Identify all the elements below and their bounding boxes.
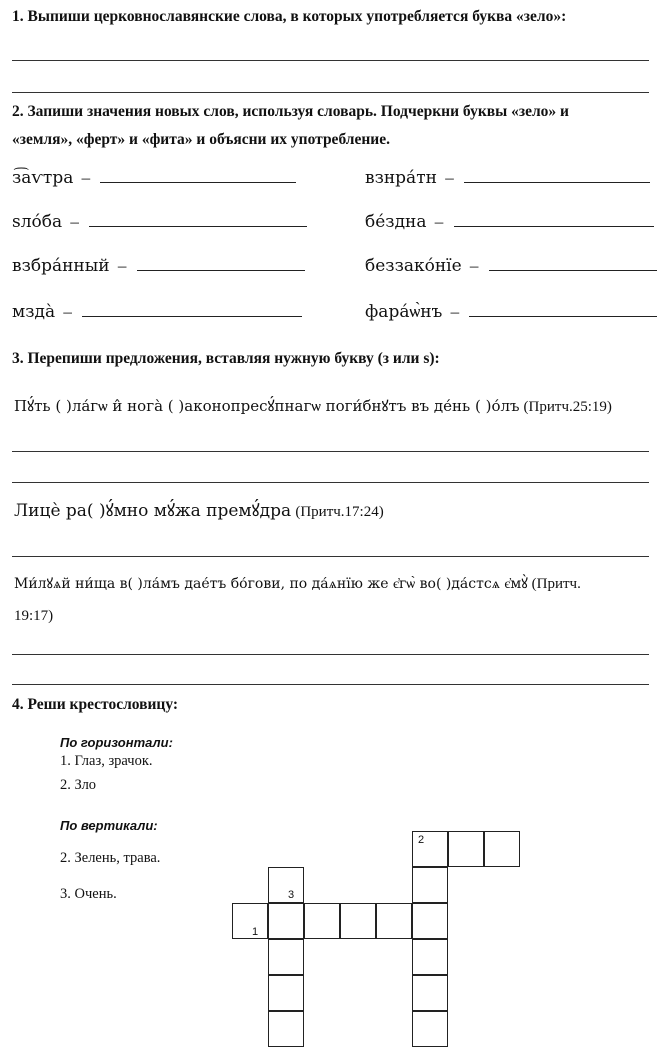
scripture-reference-continued: 19:17)	[14, 608, 54, 624]
slavonic-word: взбра́нный	[12, 256, 110, 276]
word-row	[12, 168, 296, 188]
dash: –	[450, 302, 460, 321]
sentence-text: Пꙋ́ть ( )ла́гѡ и̂ нога̀ ( )аконопресꙋ́пнагѡ поги́бнꙋтъ въ де́нь ( )о́лъ	[14, 397, 520, 415]
word-row	[365, 256, 657, 276]
answer-line[interactable]	[12, 451, 649, 452]
dash: –	[81, 168, 91, 187]
answer-blank[interactable]	[464, 181, 650, 183]
crossword-cell[interactable]	[484, 831, 520, 867]
task2-heading-line2: «земля», «ферт» и «фита» и объясни их употребление.	[12, 131, 390, 148]
answer-blank[interactable]	[454, 225, 654, 227]
dash: –	[469, 256, 479, 275]
word-row	[12, 256, 305, 276]
answer-line[interactable]	[12, 482, 649, 483]
answer-blank[interactable]	[489, 269, 657, 271]
slavonic-word: з͡аѵтра	[12, 168, 74, 188]
scripture-reference: (Притч.	[531, 576, 581, 592]
dash: –	[445, 168, 454, 187]
cell-number: 2	[418, 834, 425, 846]
answer-blank[interactable]	[82, 315, 302, 317]
word-row	[12, 212, 307, 232]
crossword-cell[interactable]	[304, 903, 340, 939]
crossword-cell[interactable]	[268, 975, 304, 1011]
crossword-cell[interactable]	[412, 975, 448, 1011]
answer-line[interactable]	[12, 684, 649, 685]
crossword-cell[interactable]	[268, 867, 304, 903]
clue-vertical-2: 2. Зелень, трава.	[60, 850, 161, 866]
dash: –	[63, 302, 72, 321]
crossword-cell[interactable]	[268, 1011, 304, 1047]
answer-line[interactable]	[12, 654, 649, 655]
crossword-cell[interactable]	[412, 903, 448, 939]
vertical-clues-label: По вертикали:	[60, 818, 158, 833]
crossword-cell[interactable]	[268, 903, 304, 939]
cell-number: 3	[288, 889, 295, 901]
crossword-cell[interactable]	[412, 1011, 448, 1047]
slavonic-word: фара́ѡ̀нъ	[365, 302, 443, 322]
crossword-cell[interactable]	[412, 867, 448, 903]
slavonic-word: ѕло́ба	[12, 212, 63, 232]
slavonic-word: бе́здна	[365, 212, 427, 232]
answer-blank[interactable]	[137, 269, 305, 271]
word-row	[365, 302, 657, 322]
sentence-text: Ми́лꙋѧй ни́ща в( )ла́мъ дае́тъ бо́гови, по да́ѧнїю же є҆гѡ̀ во( )да́стсѧ є҆мꙋ̀	[14, 576, 528, 592]
scripture-reference: (Притч.25:19)	[523, 399, 612, 415]
sentence-2	[14, 498, 384, 521]
crossword-cell[interactable]	[412, 939, 448, 975]
answer-blank[interactable]	[89, 225, 307, 227]
crossword-cell[interactable]	[376, 903, 412, 939]
scripture-reference: (Притч.17:24)	[295, 504, 384, 520]
sentence-1	[14, 396, 612, 416]
word-row	[365, 168, 650, 188]
crossword-cell[interactable]	[268, 939, 304, 975]
dash: –	[434, 212, 444, 231]
horizontal-clues-label: По горизонтали:	[60, 735, 173, 750]
dash: –	[117, 256, 127, 275]
crossword-cell[interactable]	[232, 903, 268, 939]
dash: –	[70, 212, 79, 231]
word-row	[365, 212, 654, 232]
clue-horizontal-2: 2. Зло	[60, 777, 97, 793]
slavonic-word: беззако́нїе	[365, 256, 462, 276]
answer-line[interactable]	[12, 556, 649, 557]
cell-number: 1	[252, 926, 259, 938]
slavonic-word: взнра́тн	[365, 168, 437, 188]
answer-line[interactable]	[12, 92, 649, 93]
task1-heading: 1. Выпиши церковнославянские слова, в которых употребляется буква «зело»:	[12, 8, 567, 25]
word-row	[12, 302, 302, 322]
answer-blank[interactable]	[469, 315, 657, 317]
task2-heading-line1: 2. Запиши значения новых слов, используя словарь. Подчеркни буквы «зело» и	[12, 103, 569, 120]
sentence-text: Лицѐ ра( )ꙋ́мно мꙋ́жа премꙋ́дра	[14, 501, 292, 521]
sentence-3	[14, 574, 581, 593]
clue-horizontal-1: 1. Глаз, зрачок.	[60, 753, 153, 769]
task3-heading: 3. Перепиши предложения, вставляя нужную букву (з или ѕ):	[12, 350, 440, 367]
clue-vertical-3: 3. Очень.	[60, 886, 117, 902]
crossword-cell[interactable]	[340, 903, 376, 939]
crossword-cell[interactable]	[448, 831, 484, 867]
task4-heading: 4. Реши крестословицу:	[12, 696, 179, 713]
answer-blank[interactable]	[100, 181, 296, 183]
slavonic-word: мзда̀	[12, 302, 56, 322]
answer-line[interactable]	[12, 60, 649, 61]
